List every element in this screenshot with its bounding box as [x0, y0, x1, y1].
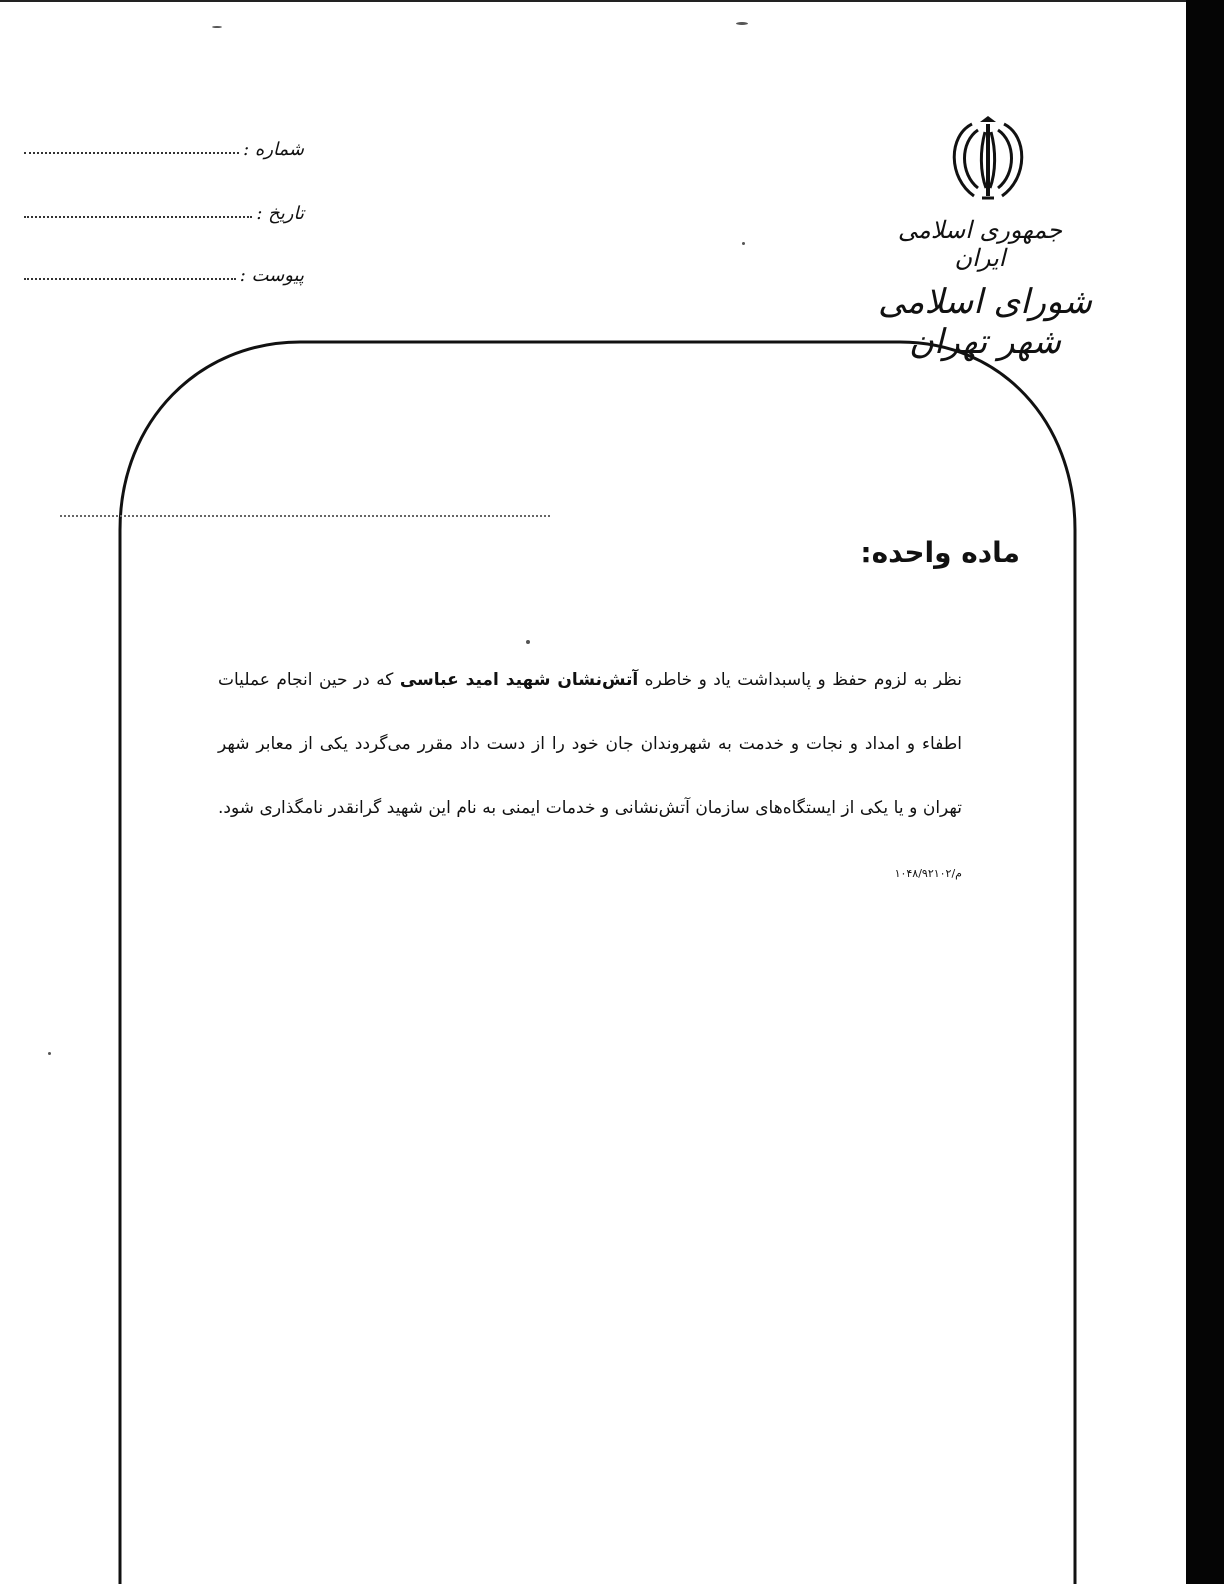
scan-border — [1186, 0, 1224, 1584]
scan-speck — [526, 640, 530, 644]
body-text-rest: که در حین انجام عملیات اطفاء و امداد و نجات و خدمت به شهروندان جان خود را از دست داد مقرر می‌گردد یکی از معابر شهر تهران و یا یکی از ایستگاه‌های سازمان آتش‌نشانی و خدمات ایمنی به نام این شهید گرانقدر نامگذاری شود. — [218, 670, 962, 818]
date-field — [24, 194, 304, 224]
number-label: شماره : — [243, 139, 304, 160]
emblem-of-iran-icon — [938, 116, 1038, 206]
number-field — [24, 130, 304, 160]
date-label: تاریخ : — [256, 203, 304, 224]
date-blank-line — [24, 212, 252, 218]
reference-code: م/۱۰۴۸/۹۲۱۰۲ — [894, 867, 962, 880]
country-name: جمهوری اسلامی ایران — [897, 216, 1063, 272]
council-name: شورای اسلامی شهر تهران — [877, 282, 1093, 362]
dotted-separator — [60, 515, 550, 517]
scan-speck — [48, 1052, 51, 1055]
number-blank-line — [24, 148, 239, 154]
scan-speck — [736, 22, 748, 25]
page-top-edge — [0, 0, 1186, 2]
article-heading: ماده واحده: — [860, 536, 1020, 569]
martyr-name: آتش‌نشان شهید امید عباسی — [399, 670, 639, 690]
body-text-start: نظر به لزوم حفظ و پاسبداشت یاد و خاطره — [638, 670, 962, 690]
attachment-field — [24, 256, 304, 286]
scan-speck — [212, 26, 222, 28]
scan-speck — [742, 242, 745, 245]
attachment-label: پیوست : — [239, 265, 304, 286]
attachment-blank-line — [24, 274, 236, 280]
resolution-body — [218, 648, 962, 906]
